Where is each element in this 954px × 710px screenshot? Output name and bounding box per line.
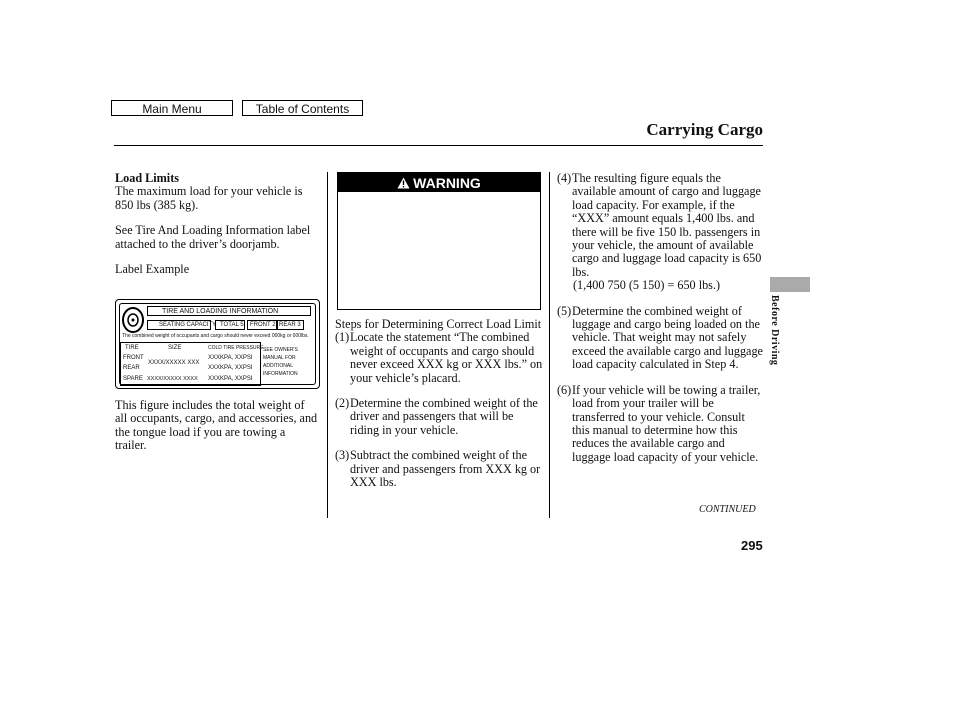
column-1-bottom xyxy=(115,399,319,465)
step-item: (3) Subtract the combined weight of the driver and passengers from XXX kg or XXX lbs. xyxy=(335,448,541,490)
column-divider xyxy=(549,172,550,518)
formula: (1,400 750 (5 150) = 650 lbs.) xyxy=(573,278,721,293)
column-1 xyxy=(115,172,315,288)
step-item: (5) Determine the combined weight of luggage and cargo being loaded on the vehicle. That weight may not safely exceed the available cargo and luggage load capacity calculated in Step 4. xyxy=(557,303,763,372)
step-item: (2) Determine the combined weight of the driver and passengers that will be riding in your vehicle. xyxy=(335,396,538,437)
row-size: XXXX/XXXXX XXXX xyxy=(147,376,198,382)
column-2 xyxy=(335,318,543,501)
step-item: (4) The resulting figure equals the available amount of cargo and luggage load capacity. For example, if the “XXX” amount equals 1,400 lbs. and there will be five 150 lb. passengers in your vehicle, the amount of available cargo and luggage load capacity is 650 lbs. xyxy=(557,171,762,279)
label-rear: REAR 3 xyxy=(279,322,301,328)
tire-icon xyxy=(121,306,145,334)
table-of-contents-button[interactable]: Table of Contents xyxy=(242,100,363,116)
label-note: The combined weight of occupants and cargo should never exceed 000kg or 000lbs. xyxy=(122,333,309,339)
row-pressure: XXXKPA, XXPSI xyxy=(208,355,253,361)
label-seating: SEATING CAPACITY xyxy=(159,322,217,328)
row-pressure: XXXKPA, XXPSI xyxy=(208,376,253,382)
col-tire: TIRE xyxy=(125,345,139,351)
row-size: XXXX/XXXXX XXX xyxy=(148,360,200,366)
paragraph: The maximum load for your vehicle is 850 lbs (385 kg). xyxy=(115,184,303,212)
see-manual-note: SEE OWNER'S MANUAL FOR ADDITIONAL INFORMATION xyxy=(263,347,298,377)
section-label: Before Driving xyxy=(769,295,780,366)
warning-triangle-icon xyxy=(397,177,410,189)
tire-loading-label-figure xyxy=(115,299,320,389)
row-tire: FRONT xyxy=(123,355,144,361)
step-item: (1) Locate the statement “The combined weight of occupants and cargo should never exceed XXX kg or XXX lbs.” on your vehicle’s placard. xyxy=(335,330,543,385)
column-3 xyxy=(557,172,763,476)
main-menu-button[interactable]: Main Menu xyxy=(111,100,233,116)
section-heading: Load Limits xyxy=(115,171,179,185)
row-tire: REAR xyxy=(123,365,140,371)
label-total: TOTAL 5 xyxy=(220,322,244,328)
steps-heading: Steps for Determining Correct Load Limit xyxy=(335,317,542,331)
label-front: FRONT 2 xyxy=(250,322,276,328)
col-pressure: COLD TIRE PRESSURE xyxy=(208,345,264,351)
warning-box xyxy=(337,172,541,310)
col-size: SIZE xyxy=(168,345,182,351)
row-tire: SPARE xyxy=(123,376,143,382)
step-item: (6) If your vehicle will be towing a trailer, load from your trailer will be transferred to your vehicle. Consult this manual to determine how this reduces the available cargo and luggage load capacity of your vehicle. xyxy=(557,382,761,464)
paragraph: See Tire And Loading Information label attached to the driver’s doorjamb. xyxy=(115,223,311,251)
label-title: TIRE AND LOADING INFORMATION xyxy=(162,308,279,315)
page-number: 295 xyxy=(741,538,763,553)
section-tab xyxy=(770,277,810,292)
column-divider xyxy=(327,172,328,518)
figure-caption: Label Example xyxy=(115,262,190,277)
warning-header xyxy=(338,173,540,192)
page-title: Carrying Cargo xyxy=(646,120,763,139)
paragraph: This figure includes the total weight of all occupants, cargo, and accessories, and the tongue load if you are towing a trailer. xyxy=(115,398,318,453)
continued-label: CONTINUED xyxy=(699,504,756,515)
row-pressure: XXXKPA, XXPSI xyxy=(208,365,253,371)
warning-label: WARNING xyxy=(413,174,481,191)
header-rule xyxy=(114,145,763,146)
